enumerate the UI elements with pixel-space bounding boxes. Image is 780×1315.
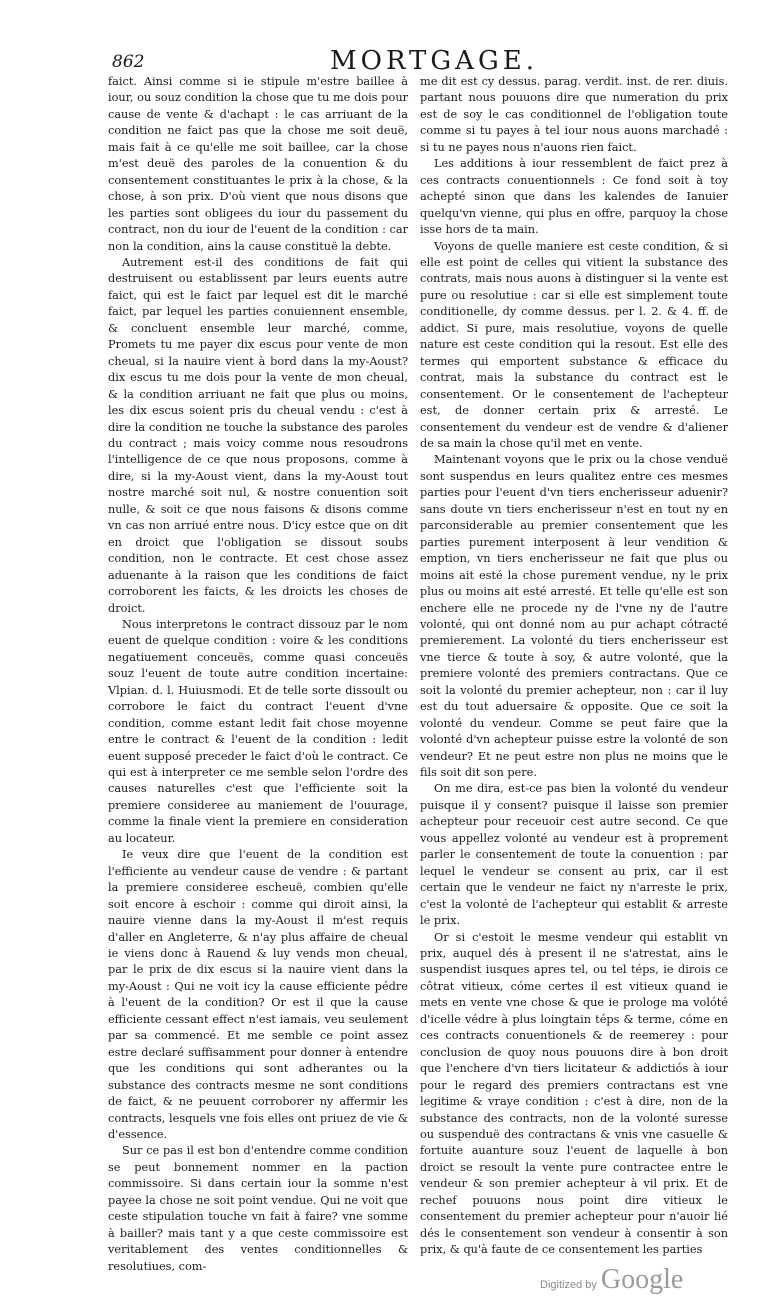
paragraph: Voyons de quelle maniere est ceste condition, & si elle est point de celles qui vitient la substance des contrats, mais nous auons à distinguer si la vente est pure ou resolutiue : car si elle est simplement toute conditionelle, dy comme dessus. per l. 2. & 4. ff. de addict. Si pure, mais resolutiue, voyons de quelle nature est ceste condition qui la resout. Est elle des termes qui emportent substance & efficace du contrat, mais la substance du contract est le consentement. Or le consentement de l'achepteur est, de donner certain prix & arresté. Le consentement du vendeur est de vendre & d'aliener de sa main la chose qu'il met en vente.: [420, 239, 728, 450]
paragraph: On me dira, est-ce pas bien la volonté du vendeur puisque il y consent? puisque il laisse son premier achepteur pour receuoir cest autre second. Ce que vous appellez volonté au vendeur est à proprement parler le consentement de toute la conuention : par lequel le vendeur se consent au prix, car il est certain que le vendeur ne faict ny n'arreste le prix, c'est la volonté de l'achepteur qui establit & arreste le prix.: [420, 782, 728, 928]
paragraph: Maintenant voyons que le prix ou la chose venduë sont suspendus en leurs qualitez entre ces mesmes parties pour l'euent d'vn tiers encherisseur aduenir? sans doute vn tiers encherisseur n'est en tout ny en parconsiderable au premier consentement que les parties purement interposent à leur vendition & emption, vn tiers encherisseur ne fait que plus ou moins ait esté la chose purement vendue, ny le prix plus ou moins ait esté arresté. Et telle qu'elle est son enchere elle ne procede ny de l'vne ny de l'autre volonté, qui ont donné nom au pur achapt cótracté premierement. La volonté du tiers encherisseur est vne tierce & toute à soy, & autre volonté, que la premiere volonté des premiers contractans. Que ce soit la volonté du premier achepteur, non : car il luy est du tout aduersaire & opposite. Que ce soit la volonté du vendeur. Comme se peut faire que la volonté d'vn achepteur puisse estre la volonté de son vendeur? Et ne peut estre non plus ne moins que le fils soit dit son pere.: [420, 453, 728, 780]
page-number: 862: [112, 52, 145, 72]
digitized-watermark: [540, 1264, 683, 1296]
paragraph: Ie veux dire que l'euent de la condition est l'efficiente au vendeur cause de vendre : & partant la premiere consideree escheuë, combien qu'elle soit encore à eschoir : comme qui diroit ainsi, la nauire vienne dans la my-Aoust il m'est requis d'aller en Angleterre, & n'ay plus affaire de cheual ie viens donc à Rauend & luy vends mon cheual, par le prix de dix escus si la nauire vient dans la my-Aoust : Qui ne voit icy la cause efficiente pédre à l'euent de la condition? Or est il que la cause efficiente cessant effect n'est iamais, veu seulement par sa commencé. Et me semble ce point assez estre declaré suffisamment pour donner à entendre que les conditions qui sont adherantes ou la substance des contracts mesme ne sont conditions de faict, & ne peuuent corroborer ny affermir les contracts, lesquels vne fois elles ont priuez de vie & d'essence.: [108, 848, 408, 1141]
paragraph: Sur ce pas il est bon d'entendre comme condition se peut bonnement nommer en la paction commissoire. Si dans certain iour la somme n'est payee la chose ne soit point vendue. Qui ne voit que ceste stipulation touche vn fait à faire? vne somme à bailler? mais tant y a que ceste commissoire est veritablement des ventes conditionnelles & resolutiues, com-: [108, 1144, 408, 1273]
paragraph: Les additions à iour ressemblent de faict prez à ces contracts conuentionnels : Ce fond soit à toy achepté sinon que dans les kalendes de Ianuier quelqu'vn vienne, qui plus en offre, parquoy la chose isse hors de ta main.: [420, 157, 728, 237]
paragraph: me dit est cy dessus. parag. verdit. inst. de rer. diuis. partant nous pouuons dire que numeration du prix est de soy le cas conditionnel de l'obligation toute comme si tu payes à tel iour nous auons marchadé : si tu ne payes nous n'auons rien faict.: [420, 75, 728, 154]
paragraph: Autrement est-il des conditions de fait qui destruisent ou establissent par leurs euents autre faict, qui est le faict par lequel est dit le marché faict, par lequel les parties conuiennent ensemble, & concluent ensemble leur marché, comme, Promets tu me payer dix escus pour vente de mon cheual, si la nauire vient à bord dans la my-Aoust? dix escus tu me dois pour la vente de mon cheual, & la condition arriuant ne fait que plus ou moins, les dix escus soient pris du cheual vendu : c'est à dire la condition ne touche la substance des paroles du contract ; mais voicy comme nous resoudrons l'intelligence de ce que nous proposons, comme à dire, si la my-Aoust vient, dans la my-Aoust tout nostre marché soit nul, & nostre conuention soit nulle, & soit ce que nous faisons & disons comme vn cas non arriué entre nous. D'icy estce que on dit en droict que l'obligation se dissout soubs condition, non le contracte. Et cest chose assez aduenante à la raison que les conditions de faict corroborent les faicts, & les droicts les choses de droict.: [108, 255, 408, 615]
google-logo: Google: [600, 1264, 684, 1295]
running-title: MORTGAGE.: [330, 46, 538, 76]
paragraph: Or si c'estoit le mesme vendeur qui establit vn prix, auquel dés à present il ne s'atrestat, ains le suspendist iusques apres tel, ou tel téps, ie dirois ce côtrat vitieux, cóme certes il est vitieux quand ie mets en vente vne chose & que ie prologe ma volóté d'icelle védre à plus loingtain téps & terme, cóme en ces contracts conuentionels & de reemerey : pour conclusion de quoy nous pouuons dire à bon droit que l'enchere d'vn tiers licitateur & addictiós à iour pour le regard des premiers contractans est vne legitime & vraye condition : c'est à dire, non de la substance des contracts, non de la volonté suresse ou suspenduë des contractans & vnis vne casuelle & fortuite auanture souz l'euent de laquelle à bon droict se resoult la vente pure contractee entre le vendeur & son premier achepteur à vil prix. Et de rechef pouuons nous point dire vitieux le consentement du premier achepteur pour n'auoir lié dés le consentement son vendeur à consentir à son prix, & qu'à faute de ce consentement les parties: [420, 930, 728, 1257]
right-column: [420, 74, 728, 1259]
paragraph: faict. Ainsi comme si ie stipule m'estre baillee à iour, ou souz condition la chose que tu me dois pour cause de vente & d'achapt : le cas arriuant de la condition ne faict pas que la chose me soit deuë, mais fait à ce qu'elle me soit baillee, car la chose m'est deuë des paroles de la conuention & du consentement constituantes le prix à la chose, & la chose, à son prix. D'où vient que nous disons que les parties sont obligees du iour du passement du contract, non du iour de l'euent de la condition : car non la condition, ains la cause constituë la debte.: [108, 75, 408, 253]
watermark-prefix: Digitized by: [540, 1279, 597, 1291]
left-column: [108, 74, 408, 1275]
paragraph: Nous interpretons le contract dissouz par le nom euent de quelque condition : voire & les conditions negatiuement conceuës, comme quasi conceuës souz l'euent de toute autre condition incertaine: Vlpian. d. l. Huiusmodi. Et de telle sorte dissoult ou corrobore le faict du contract l'euent d'vne condition, comme estant ledit fait chose moyenne entre le contract & l'euent de la condition : ledit euent supposé preceder le faict d'où le contract. Ce qui est à interpreter ce me semble selon l'ordre des causes naturelles c'est que l'efficiente soit la premiere consideree au maniement de l'ouurage, comme la finale vient la premiere en consideration au locateur.: [108, 617, 408, 845]
